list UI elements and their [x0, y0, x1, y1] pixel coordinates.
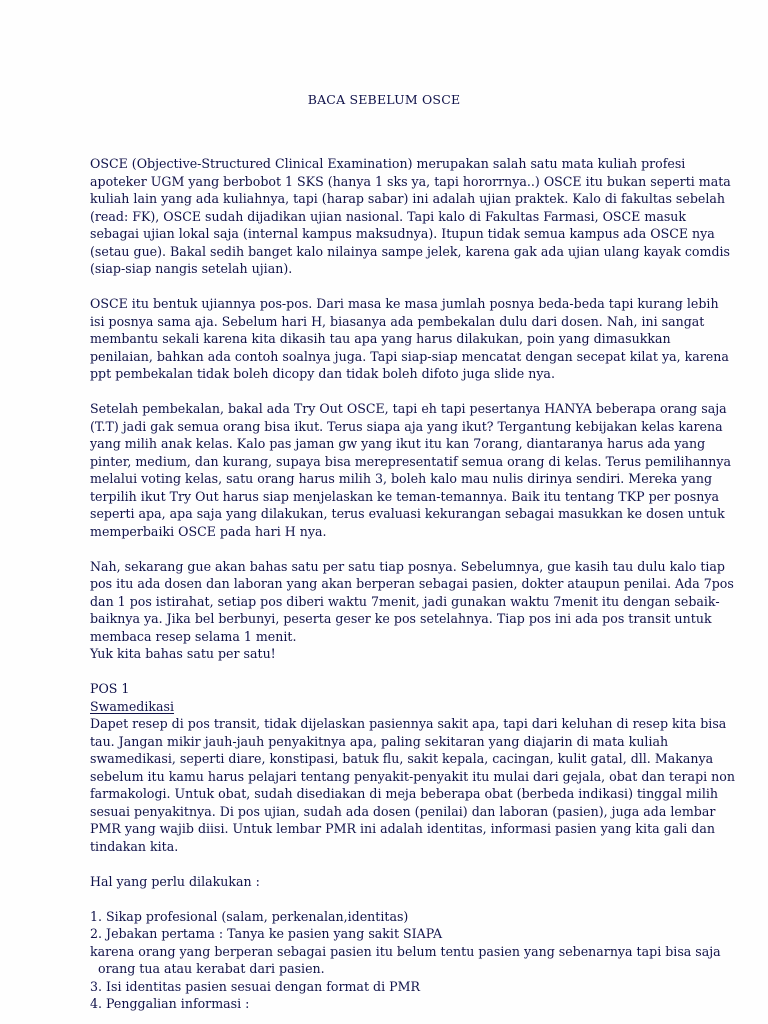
- list-item: 3. Isi identitas pasien sesuai dengan format di PMR: [90, 978, 420, 994]
- paragraph-gap: [90, 540, 730, 558]
- paragraph-gap: [90, 383, 730, 401]
- text-line: (read: FK), OSCE sudah dijadikan ujian nasional. Tapi kalo di Fakultas Farmasi, OSCE masuk: [90, 208, 687, 224]
- text-line: penilaian, bahkan ada contoh soalnya juga. Tapi siap-siap mencatat dengan secepat kilat ya, karena: [90, 348, 729, 364]
- list-item: 4. Penggalian informasi :: [90, 996, 250, 1011]
- text-line: Yuk kita bahas satu per satu!: [90, 646, 276, 661]
- todo-heading: Hal yang perlu dilakukan :: [90, 873, 260, 889]
- text-line: swamedikasi, seperti diare, konstipasi, batuk flu, sakit kepala, cacingan, kulit gatal, dll. Makanya: [90, 751, 714, 766]
- text-line: terpilih ikut Try Out harus siap menjelaskan ke teman-temannya. Baik itu tentang TKP per posnya: [90, 488, 719, 504]
- text-line: Setelah pembekalan, bakal ada Try Out OSCE, tapi eh tapi pesertanya HANYA beberapa orang saja: [90, 401, 727, 416]
- paragraph-intro: [90, 155, 730, 278]
- text-line: (T.T) jadi gak semua orang bisa ikut. Terus siapa aja yang ikut? Tergantung kebijakan kelas karena: [90, 418, 723, 434]
- text-line: OSCE itu bentuk ujiannya pos-pos. Dari masa ke masa jumlah posnya beda-beda tapi kurang lebih: [90, 296, 719, 311]
- text-line: PMR yang wajib diisi. Untuk lembar PMR ini adalah identitas, informasi pasien yang kita gali dan: [90, 821, 715, 836]
- list-item: 1. Sikap profesional (salam, perkenalan,identitas): [90, 908, 409, 924]
- text-line: apoteker UGM yang berbobot 1 SKS (hanya 1 sks ya, tapi hororrnya..) OSCE itu bukan seperti mata: [90, 173, 731, 189]
- paragraph-pos-format: [90, 295, 730, 383]
- list-item-note: orang tua atau kerabat dari pasien.: [98, 961, 325, 976]
- text-line: OSCE (Objective-Structured Clinical Examination) merupakan salah satu mata kuliah profesi: [90, 156, 686, 171]
- text-line: sesuai penyakitnya. Di pos ujian, sudah ada dosen (penilai) dan laboran (pasien), juga ada lembar: [90, 803, 716, 819]
- text-line: pinter, medium, dan kurang, supaya bisa merepresentatif semua orang di kelas. Terus pemilihannya: [90, 453, 732, 469]
- text-line: Nah, sekarang gue akan bahas satu per satu tiap posnya. Sebelumnya, gue kasih tau dulu kalo tiap: [90, 558, 725, 574]
- section-pos-1: [90, 680, 735, 855]
- text-line: isi posnya sama aja. Sebelum hari H, biasanya ada pembekalan dulu dari dosen. Nah, ini sangat: [90, 313, 705, 329]
- text-line: dan 1 pos istirahat, setiap pos diberi waktu 7menit, jadi gunakan waktu 7menit itu dengan sebaik-: [90, 593, 720, 609]
- text-line: tindakan kita.: [90, 838, 179, 854]
- text-line: (siap-siap nangis setelah ujian).: [90, 261, 293, 276]
- text-line: baiknya ya. Jika bel berbunyi, peserta geser ke pos setelahnya. Tiap pos ini ada pos transit untuk: [90, 611, 712, 626]
- text-line: memperbaiki OSCE pada hari H nya.: [90, 523, 327, 539]
- paragraph-gap: [90, 855, 730, 873]
- document-body: [90, 155, 735, 1013]
- text-line: ppt pembekalan tidak boleh dicopy dan tidak boleh difoto juga slide nya.: [90, 366, 555, 381]
- text-line: melalui voting kelas, satu orang harus milih 3, boleh kalo mau nulis dirinya sendiri. Mereka yang: [90, 471, 713, 486]
- text-line: yang milih anak kelas. Kalo pas jaman gw yang ikut itu kan 7orang, diantaranya harus ada yang: [90, 436, 706, 451]
- text-line: membantu sekali karena kita dikasih tau apa yang harus dilakukan, poin yang dimasukkan: [90, 331, 671, 346]
- paragraph-gap: [90, 278, 730, 296]
- page-title: BACA SEBELUM OSCE: [307, 92, 461, 107]
- text-line: Dapet resep di pos transit, tidak dijelaskan pasiennya sakit apa, tapi dari keluhan di resep kita bisa: [90, 716, 727, 731]
- section-heading: POS 1: [90, 681, 130, 696]
- text-line: tau. Jangan mikir jauh-jauh penyakitnya apa, paling sekitaran yang diajarin di mata kuliah: [90, 733, 669, 749]
- todo-list: [90, 908, 730, 1013]
- text-line: farmakologi. Untuk obat, sudah disediakan di meja beberapa obat (berbeda indikasi) tinggal milih: [90, 786, 718, 801]
- text-line: pos itu ada dosen dan laboran yang akan berperan sebagai pasien, dokter ataupun penilai. Ada 7pos: [90, 576, 734, 591]
- paragraph-try-out: [90, 400, 730, 540]
- text-line: sebelum itu kamu harus pelajari tentang penyakit-penyakit itu mulai dari gejala, obat dan terapi non: [90, 768, 735, 784]
- paragraph-gap: [90, 663, 730, 681]
- paragraph-gap: [90, 890, 730, 908]
- text-line: seperti apa, apa saja yang dilakukan, terus evaluasi kekurangan sebagai masukkan ke dosen untuk: [90, 506, 725, 521]
- text-line: membaca resep selama 1 menit.: [90, 628, 297, 644]
- list-item: 2. Jebakan pertama : Tanya ke pasien yang sakit SIAPA: [90, 926, 443, 941]
- text-line: sebagai ujian lokal saja (internal kampus maksudnya). Itupun tidak semua kampus ada OSCE nya: [90, 226, 715, 241]
- paragraph-pos-overview: [90, 558, 734, 663]
- list-item-note: karena orang yang berperan sebagai pasien itu belum tentu pasien yang sebenarnya tapi bisa saja: [90, 943, 721, 959]
- section-subheading: Swamedikasi: [90, 698, 175, 714]
- text-line: kuliah lain yang ada kuliahnya, tapi (harap sabar) ini adalah ujian praktek. Kalo di fakultas sebelah: [90, 191, 726, 206]
- text-line: (setau gue). Bakal sedih banget kalo nilainya sampe jelek, karena gak ada ujian ulang kayak comdis: [90, 243, 731, 259]
